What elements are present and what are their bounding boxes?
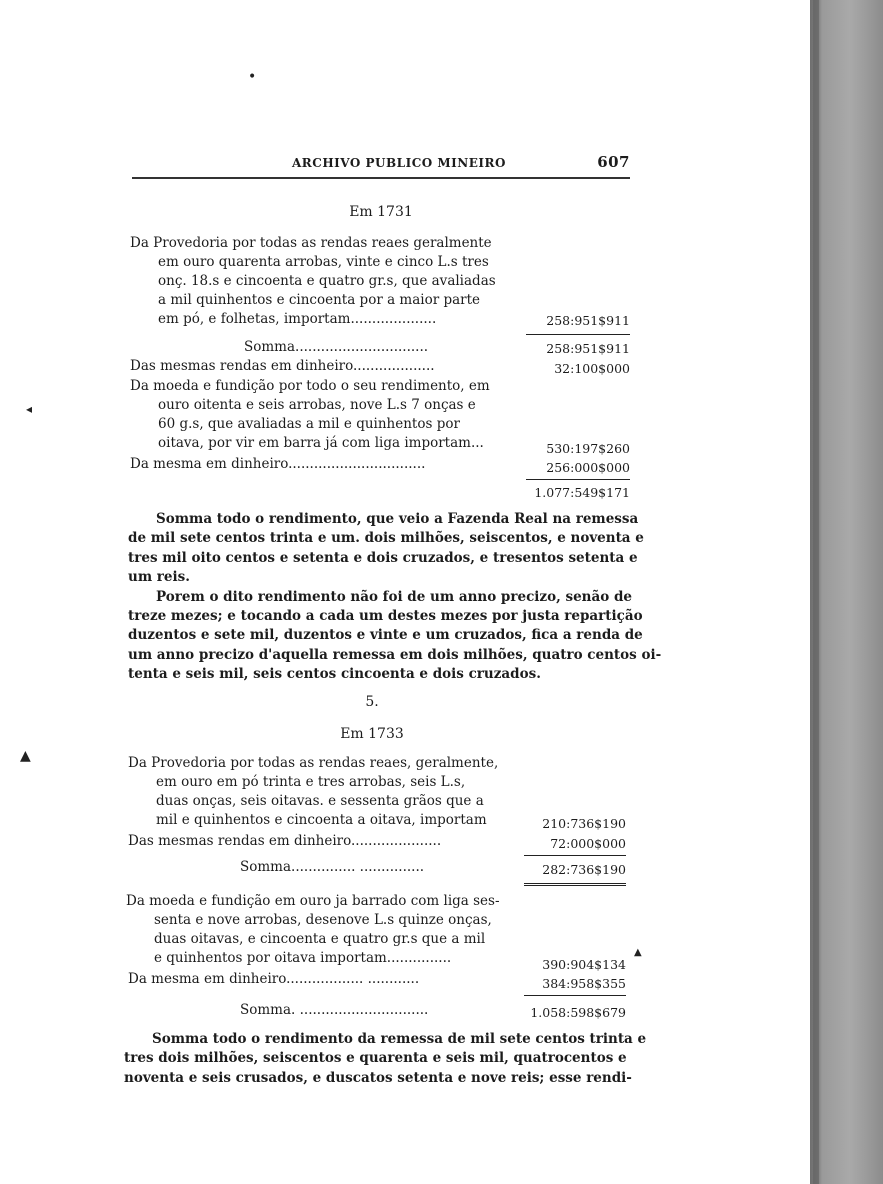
somma-text: Somma. .............................. [240,1002,429,1018]
paragraph-line: de mil sete centos trinta e um. dois milhões, seiscentos, e noventa e [128,530,644,547]
sum-rule [526,334,630,335]
entry-line: Da mesma em dinheiro.................. ............ [128,971,420,987]
section-number: 5. [365,694,379,710]
entry-line: Das mesmas rendas em dinheiro................... [130,358,435,374]
sum-rule [526,479,630,480]
total-amount: 1.077:549$171 [534,485,630,500]
ledger-entry [130,357,435,376]
paragraph-line: noventa e seis crusados, e duscatos setenta e nove reis; esse rendi- [124,1069,632,1086]
ledger-entry [126,892,516,968]
header-rule [132,177,630,179]
running-title: ARCHIVO PUBLICO MINEIRO [292,156,506,170]
body-paragraph [128,510,662,685]
entry-amount: 258:951$911 [546,313,630,328]
paragraph-line: Porem o dito rendimento não foi de um anno precizo, senão de [156,588,632,605]
paragraph-line: tenta e seis mil, seis centos cincoenta e dois cruzados. [128,666,541,683]
page-edge-shadow [813,0,819,1184]
entry-amount: 384:958$355 [542,976,626,991]
entry-line: senta e nove arrobas, desenove L.s quinze onças, [154,912,492,928]
entry-line: onç. 18.s e cincoenta e quatro gr.s, que avaliadas [158,273,496,289]
entry-line: Da mesma em dinheiro................................ [130,456,426,472]
ledger-entry [130,377,520,453]
somma-amount: 258:951$911 [546,341,630,356]
paragraph-line: duzentos e sete mil, duzentos e vinte e um cruzados, fica a renda de [128,627,643,644]
entry-amount: 390:904$134 [542,957,626,972]
page-header [132,152,630,174]
ledger-entry [128,754,518,830]
book-spine-shadow [810,0,883,1184]
sum-rule [524,855,626,856]
paragraph-line: Somma todo o rendimento da remessa de mil sete centos trinta e [152,1031,647,1047]
margin-mark: ◂ [26,402,33,416]
paragraph-line: um anno precizo d'aquella remessa em dois milhões, quatro centos oi- [128,646,662,663]
entry-amount: 530:197$260 [546,441,630,456]
margin-mark: ▲ [20,748,31,764]
entry-amount: 210:736$190 [542,816,626,831]
somma-amount: 282:736$190 [542,862,626,877]
section-heading: Em 1733 [340,726,404,742]
ledger-entry [130,234,520,329]
ledger-entry [128,970,419,989]
paragraph-line: tres mil oito centos e setenta e dois cruzados, e tresentos setenta e [128,549,638,566]
section-heading: Em 1731 [349,204,413,220]
entry-line: oitava, por vir em barra já com liga importam... [158,435,484,451]
somma-text: Somma............... ............... [240,859,425,875]
entry-line: duas oitavas, e cincoenta e quatro gr.s que a mil [154,931,486,947]
margin-mark: ▲ [634,947,642,958]
entry-line: em ouro quarenta arrobas, vinte e cinco L.s tres [158,254,489,270]
speck-mark: • [248,69,257,85]
entry-line: em ouro em pó trinta e tres arrobas, seis L.s, [156,774,466,790]
ledger-entry [130,455,425,474]
somma-label [240,1001,428,1020]
double-rule [524,883,626,886]
somma-label [244,338,428,357]
page-number: 607 [597,153,630,171]
paragraph-line: um reis. [128,569,190,586]
entry-line: mil e quinhentos e cincoenta a oitava, importam [156,812,487,828]
somma-amount: 1.058:598$679 [530,1005,626,1020]
paragraph-line: treze mezes; e tocando a cada um destes mezes por justa repartição [128,608,643,625]
entry-line: a mil quinhentos e cincoenta por a maior parte [158,292,481,308]
entry-line: ouro oitenta e seis arrobas, nove L.s 7 onças e [158,397,476,413]
sum-rule [524,995,626,996]
body-paragraph [124,1030,647,1088]
somma-text: Somma............................... [244,339,429,355]
entry-line: em pó, e folhetas, importam.................... [158,311,437,327]
entry-amount: 32:100$000 [554,361,630,376]
entry-line: 60 g.s, que avaliadas a mil e quinhentos por [158,416,460,432]
entry-amount: 256:000$000 [546,460,630,475]
entry-line: e quinhentos por oitava importam............... [154,950,452,966]
paragraph-line: tres dois milhões, seiscentos e quarenta e seis mil, quatrocentos e [124,1050,627,1067]
entry-line: Das mesmas rendas em dinheiro..................... [128,833,442,849]
entry-amount: 72:000$000 [550,836,626,851]
entry-line: Da moeda e fundição em ouro ja barrado com liga ses- [126,893,500,909]
entry-line: Da moeda e fundição por todo o seu rendimento, em [130,378,490,394]
paragraph-line: Somma todo o rendimento, que veio a Fazenda Real na remessa [156,511,639,527]
entry-line: Da Provedoria por todas as rendas reaes geralmente [130,235,492,251]
somma-label [240,858,424,877]
entry-line: Da Provedoria por todas as rendas reaes, geralmente, [128,755,499,771]
ledger-entry [128,832,441,851]
entry-line: duas onças, seis oitavas. e sessenta grãos que a [156,793,484,809]
